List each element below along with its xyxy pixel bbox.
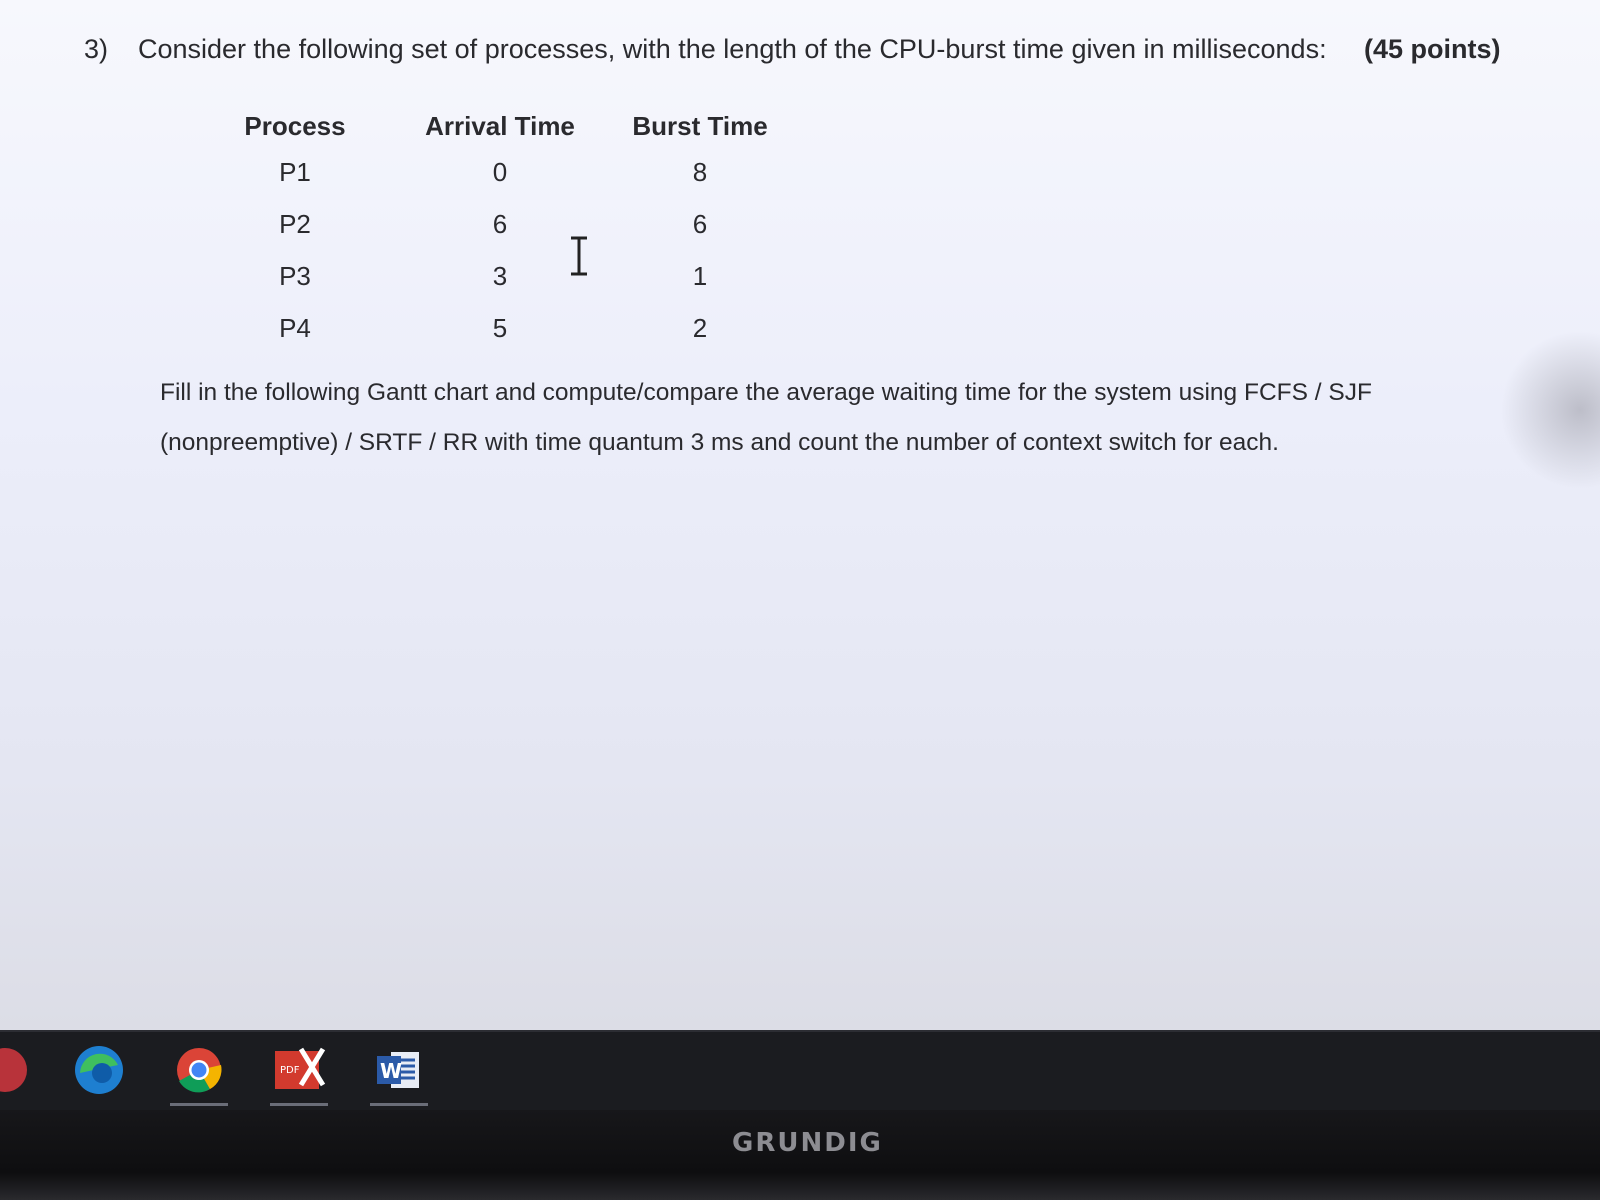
pdf-viewer-icon — [271, 1045, 327, 1095]
table-header-row — [220, 106, 770, 146]
header-arrival-time: Arrival Time — [425, 110, 575, 141]
header-process: Process — [244, 110, 346, 141]
cell-burst-time: 1 — [692, 260, 708, 291]
process-table — [220, 106, 770, 354]
cell-burst-time: 2 — [692, 312, 708, 343]
question-number: 3) — [84, 34, 109, 64]
cell-process: P1 — [279, 156, 311, 187]
monitor-brand-logo: GRUNDIG — [732, 1128, 883, 1158]
cell-arrival-time: 6 — [492, 208, 508, 239]
taskbar-chrome-button[interactable] — [164, 1040, 234, 1100]
cell-burst-time: 6 — [692, 208, 708, 239]
app-icon — [0, 1045, 30, 1095]
instructions-line-2: (nonpreemptive) / SRTF / RR with time quantum 3 ms and count the number of context switch for each. — [160, 429, 1279, 456]
header-burst-time: Burst Time — [632, 110, 768, 141]
cell-process: P4 — [279, 312, 311, 343]
word-label: W — [380, 1059, 403, 1083]
text-cursor-icon — [566, 236, 592, 276]
windows-taskbar — [0, 1030, 1600, 1112]
instructions-line-1: Fill in the following Gantt chart and compute/compare the average waiting time for the system using FCFS / SJF — [160, 379, 1372, 406]
instructions-paragraph — [160, 368, 1500, 468]
pdf-label: PDF — [280, 1065, 300, 1076]
question-text: Consider the following set of processes, with the length of the CPU-burst time given in milliseconds: — [138, 34, 1327, 64]
partial-app-icon[interactable] — [0, 1040, 40, 1100]
chrome-icon — [174, 1045, 224, 1095]
question-points: (45 points) — [1364, 34, 1501, 64]
cell-arrival-time: 0 — [492, 156, 508, 187]
table-row — [220, 250, 770, 302]
table-row — [220, 302, 770, 354]
edge-icon — [72, 1043, 126, 1097]
cell-arrival-time: 3 — [492, 260, 508, 291]
cell-process: P2 — [279, 208, 311, 239]
taskbar-word-button[interactable] — [364, 1040, 434, 1100]
cell-arrival-time: 5 — [492, 312, 508, 343]
table-row — [220, 146, 770, 198]
taskbar-edge-button[interactable] — [64, 1040, 134, 1100]
word-icon — [375, 1048, 423, 1092]
taskbar-pdf-button[interactable] — [264, 1040, 334, 1100]
cell-burst-time: 8 — [692, 156, 708, 187]
cell-process: P3 — [279, 260, 311, 291]
table-row — [220, 198, 770, 250]
